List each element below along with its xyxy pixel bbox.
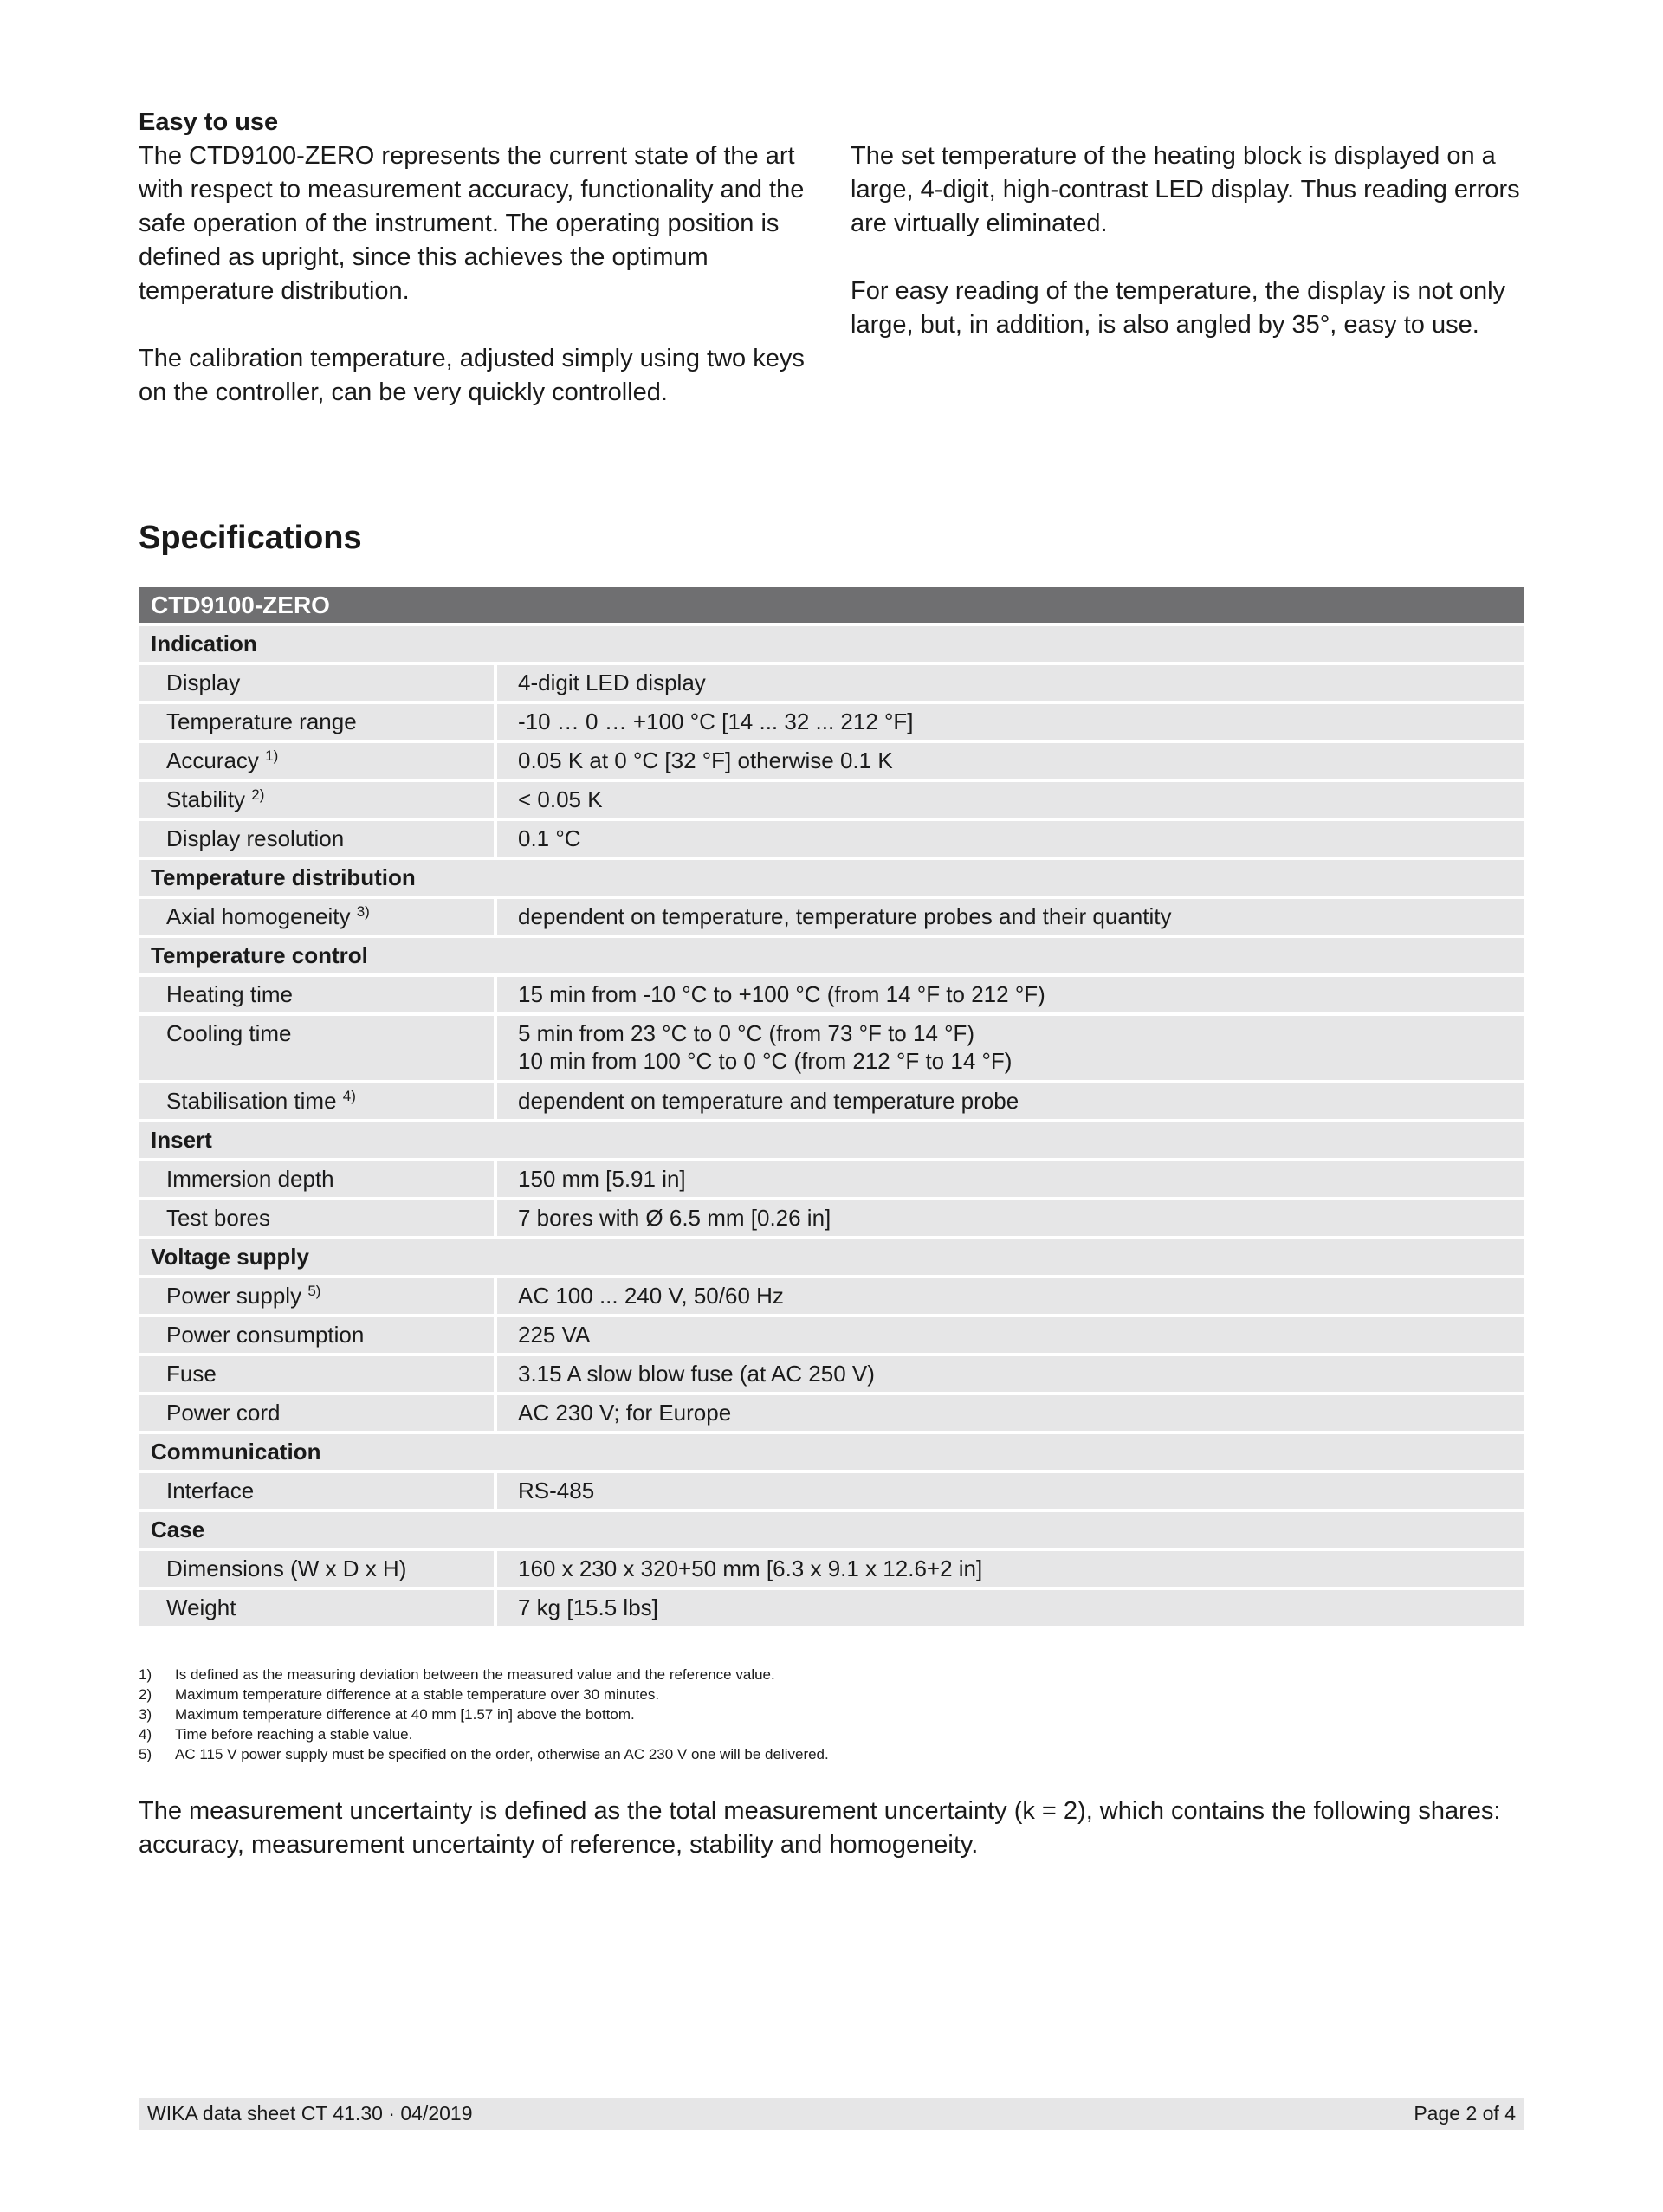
spec-value: 7 kg [15.5 lbs] xyxy=(518,1594,658,1620)
table-header-row xyxy=(139,587,1524,626)
spec-label-cell xyxy=(139,1200,497,1239)
footnote-ref: 3) xyxy=(356,903,370,920)
spec-value-cell xyxy=(497,1083,1524,1122)
spec-label-cell xyxy=(139,1278,497,1317)
section-row xyxy=(139,860,1524,899)
intro-paragraph: The CTD9100-ZERO represents the current state of the art with respect to measurement accuracy, functionality and the safe operation of the instrument. The operating position is defined as upright, since this achieves the optimum temperature distribution. xyxy=(139,142,805,305)
footnotes xyxy=(139,1665,829,1764)
spec-label-cell xyxy=(139,1473,497,1512)
footnote-text: AC 115 V power supply must be specified on the order, otherwise an AC 230 V one will be delivered. xyxy=(175,1746,829,1762)
footnote-ref: 1) xyxy=(265,747,279,764)
spec-value: RS-485 xyxy=(518,1478,595,1504)
spec-value: 3.15 A slow blow fuse (at AC 250 V) xyxy=(518,1361,875,1387)
spec-value-cell xyxy=(497,1161,1524,1200)
footnote-number: 1) xyxy=(139,1666,152,1683)
page-footer xyxy=(139,2098,1524,2130)
spec-value-cell xyxy=(497,782,1524,821)
spec-label-cell xyxy=(139,821,497,860)
spec-label-cell xyxy=(139,977,497,1016)
table-row xyxy=(139,1473,1524,1512)
table-row xyxy=(139,1395,1524,1434)
section-row xyxy=(139,938,1524,977)
spec-label: Display resolution xyxy=(166,825,345,851)
spec-label-cell xyxy=(139,1317,497,1356)
footnote xyxy=(139,1744,829,1764)
table-row xyxy=(139,1083,1524,1122)
footnote xyxy=(139,1724,829,1744)
specifications-table xyxy=(139,587,1524,1629)
spec-label-cell xyxy=(139,1551,497,1590)
spec-label: Cooling time xyxy=(166,1020,292,1046)
table-row xyxy=(139,1161,1524,1200)
spec-value-cell xyxy=(497,1317,1524,1356)
intro-right-column xyxy=(851,106,1526,376)
spec-value-cell xyxy=(497,1016,1524,1083)
spec-label-cell xyxy=(139,1083,497,1122)
intro-paragraph: The calibration temperature, adjusted simply using two keys on the controller, can be very quickly controlled. xyxy=(139,345,805,406)
intro-paragraph: For easy reading of the temperature, the display is not only large, but, in addition, is also angled by 35°, easy to use. xyxy=(851,277,1506,339)
spec-value: AC 230 V; for Europe xyxy=(518,1400,732,1426)
table-row xyxy=(139,1356,1524,1395)
table-row xyxy=(139,821,1524,860)
footnote-text: Is defined as the measuring deviation between the measured value and the reference value. xyxy=(175,1666,775,1683)
section-row xyxy=(139,1434,1524,1473)
spec-label: Heating time xyxy=(166,981,293,1007)
spec-label: Weight xyxy=(166,1594,236,1620)
spec-value-cell xyxy=(497,704,1524,743)
spec-label: Power cord xyxy=(166,1400,281,1426)
table-row xyxy=(139,743,1524,782)
section-heading: Indication xyxy=(139,626,1524,665)
table-header: CTD9100-ZERO xyxy=(139,587,1524,626)
spec-label-cell xyxy=(139,743,497,782)
intro-paragraph: The set temperature of the heating block is displayed on a large, 4-digit, high-contrast LED display. Thus reading errors are virtually eliminated. xyxy=(851,142,1520,237)
spec-label: Fuse xyxy=(166,1361,217,1387)
footer-document-id: WIKA data sheet CT 41.30 · 04/2019 xyxy=(147,2102,473,2125)
spec-value: 225 VA xyxy=(518,1322,591,1348)
table-row xyxy=(139,1590,1524,1629)
spec-label: Stabilisation time xyxy=(166,1088,337,1114)
footnote-text: Maximum temperature difference at 40 mm [1.57 in] above the bottom. xyxy=(175,1706,635,1723)
spec-value: 7 bores with Ø 6.5 mm [0.26 in] xyxy=(518,1205,832,1231)
footnote xyxy=(139,1685,829,1704)
table-row xyxy=(139,899,1524,938)
section-heading: Voltage supply xyxy=(139,1239,1524,1278)
spec-value-cell xyxy=(497,743,1524,782)
section-heading: Temperature distribution xyxy=(139,860,1524,899)
spec-label: Power consumption xyxy=(166,1322,365,1348)
spec-value: dependent on temperature and temperature probe xyxy=(518,1088,1019,1114)
table-row xyxy=(139,1278,1524,1317)
spec-value-cell xyxy=(497,1395,1524,1434)
footnote-number: 4) xyxy=(139,1726,152,1743)
spec-value: 0.1 °C xyxy=(518,825,581,851)
spec-label: Interface xyxy=(166,1478,255,1504)
spec-value: 4-digit LED display xyxy=(518,669,706,695)
spec-value: 5 min from 23 °C to 0 °C (from 73 °F to 14 °F) xyxy=(518,1020,975,1046)
spec-value: 15 min from -10 °C to +100 °C (from 14 °F to 212 °F) xyxy=(518,981,1045,1007)
section-row xyxy=(139,1122,1524,1161)
table-row xyxy=(139,1016,1524,1083)
section-heading: Case xyxy=(139,1512,1524,1551)
table-row xyxy=(139,1317,1524,1356)
spec-value-cell xyxy=(497,1356,1524,1395)
spec-label: Accuracy xyxy=(166,747,259,773)
spec-label: Power supply xyxy=(166,1283,302,1309)
spec-label-cell xyxy=(139,782,497,821)
intro-heading: Easy to use xyxy=(139,108,279,136)
spec-label: Temperature range xyxy=(166,708,357,734)
section-row xyxy=(139,1239,1524,1278)
spec-value-cell xyxy=(497,665,1524,704)
section-row xyxy=(139,1512,1524,1551)
spec-label: Test bores xyxy=(166,1205,270,1231)
footnote-ref: 4) xyxy=(342,1088,356,1104)
table-row xyxy=(139,782,1524,821)
spec-value-cell xyxy=(497,821,1524,860)
footnote-text: Maximum temperature difference at a stable temperature over 30 minutes. xyxy=(175,1686,660,1703)
spec-value: -10 … 0 … +100 °C [14 ... 32 ... 212 °F] xyxy=(518,708,914,734)
spec-label-cell xyxy=(139,1016,497,1083)
table-row xyxy=(139,704,1524,743)
footer-page-number: Page 2 of 4 xyxy=(1414,2102,1516,2125)
specifications-title: Specifications xyxy=(139,520,362,556)
footnote-number: 3) xyxy=(139,1706,152,1723)
section-heading: Temperature control xyxy=(139,938,1524,977)
spec-label-cell xyxy=(139,899,497,938)
footnote-ref: 2) xyxy=(251,786,265,803)
spec-label-cell xyxy=(139,1395,497,1434)
spec-label: Immersion depth xyxy=(166,1166,334,1192)
spec-value-cell xyxy=(497,899,1524,938)
spec-value-cell xyxy=(497,1590,1524,1629)
footnote xyxy=(139,1704,829,1724)
intro-left-column xyxy=(139,106,814,443)
spec-value: 0.05 K at 0 °C [32 °F] otherwise 0.1 K xyxy=(518,747,893,773)
spec-label-cell xyxy=(139,704,497,743)
table-row xyxy=(139,977,1524,1016)
spec-value-cell xyxy=(497,1473,1524,1512)
spec-label: Dimensions (W x D x H) xyxy=(166,1556,407,1581)
table-row xyxy=(139,1200,1524,1239)
footnote-ref: 5) xyxy=(307,1283,321,1299)
spec-label: Axial homogeneity xyxy=(166,903,351,929)
spec-value-cell xyxy=(497,1551,1524,1590)
spec-value: AC 100 ... 240 V, 50/60 Hz xyxy=(518,1283,784,1309)
section-heading: Insert xyxy=(139,1122,1524,1161)
spec-value-cell xyxy=(497,977,1524,1016)
footnote xyxy=(139,1665,829,1685)
footnote-number: 2) xyxy=(139,1686,152,1703)
spec-label: Display xyxy=(166,669,241,695)
section-row xyxy=(139,626,1524,665)
footnote-text: Time before reaching a stable value. xyxy=(175,1726,413,1743)
spec-value: 160 x 230 x 320+50 mm [6.3 x 9.1 x 12.6+2 in] xyxy=(518,1556,983,1581)
uncertainty-paragraph: The measurement uncertainty is defined as the total measurement uncertainty (k = 2), which contains the following shares: accuracy, measurement uncertainty of reference, stability and homogeneity. xyxy=(139,1797,1501,1859)
spec-value: 150 mm [5.91 in] xyxy=(518,1166,686,1192)
spec-value: 10 min from 100 °C to 0 °C (from 212 °F to 14 °F) xyxy=(518,1048,1013,1074)
spec-value: < 0.05 K xyxy=(518,786,603,812)
spec-label: Stability xyxy=(166,786,246,812)
spec-label-cell xyxy=(139,665,497,704)
spec-label-cell xyxy=(139,1590,497,1629)
footnote-number: 5) xyxy=(139,1746,152,1762)
table-row xyxy=(139,1551,1524,1590)
spec-value-cell xyxy=(497,1200,1524,1239)
spec-label-cell xyxy=(139,1356,497,1395)
section-heading: Communication xyxy=(139,1434,1524,1473)
spec-value-cell xyxy=(497,1278,1524,1317)
spec-label-cell xyxy=(139,1161,497,1200)
spec-value: dependent on temperature, temperature probes and their quantity xyxy=(518,903,1172,929)
table-row xyxy=(139,665,1524,704)
